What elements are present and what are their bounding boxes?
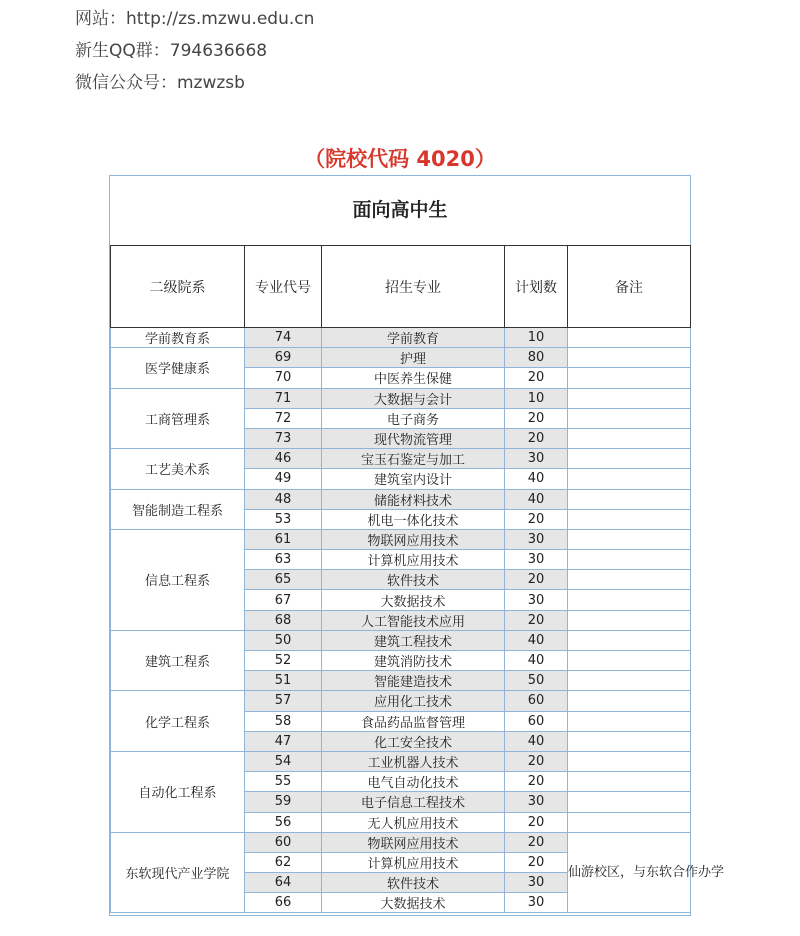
dept-cell: 信息工程系 [111, 529, 245, 630]
major-cell: 现代物流管理 [322, 428, 505, 448]
note-cell-empty [568, 812, 691, 832]
note-cell-empty [568, 509, 691, 529]
major-cell: 工业机器人技术 [322, 751, 505, 771]
major-cell: 物联网应用技术 [322, 832, 505, 852]
col-header-plan: 计划数 [505, 246, 568, 328]
note-cell-empty [568, 630, 691, 650]
note-cell-empty [568, 348, 691, 368]
code-cell: 63 [245, 550, 322, 570]
major-cell: 学前教育 [322, 328, 505, 348]
code-cell: 65 [245, 570, 322, 590]
wechat-line: 微信公众号：mzwzsb [75, 73, 245, 93]
dept-cell: 东软现代产业学院 [111, 832, 245, 913]
note-cell-empty [568, 529, 691, 549]
major-cell: 大数据技术 [322, 893, 505, 913]
col-header-major: 招生专业 [322, 246, 505, 328]
note-cell: 仙游校区，与东软合作办学 [568, 832, 691, 913]
plan-cell: 10 [505, 388, 568, 408]
major-cell: 机电一体化技术 [322, 509, 505, 529]
plan-cell: 30 [505, 893, 568, 913]
school-code-title: （院校代码 4020） [304, 147, 496, 171]
note-cell-empty [568, 711, 691, 731]
code-cell: 53 [245, 509, 322, 529]
col-header-code: 专业代号 [245, 246, 322, 328]
plan-cell: 80 [505, 348, 568, 368]
note-cell-empty [568, 408, 691, 428]
note-cell-empty [568, 570, 691, 590]
note-cell-empty [568, 590, 691, 610]
major-cell: 计算机应用技术 [322, 852, 505, 872]
col-header-dept: 二级院系 [111, 246, 245, 328]
enrollment-table-sheet [109, 175, 725, 916]
note-cell-empty [568, 610, 691, 630]
major-cell: 电子信息工程技术 [322, 792, 505, 812]
code-cell: 46 [245, 449, 322, 469]
note-cell-empty [568, 449, 691, 469]
plan-cell: 60 [505, 691, 568, 711]
code-cell: 58 [245, 711, 322, 731]
major-cell: 物联网应用技术 [322, 529, 505, 549]
major-cell: 储能材料技术 [322, 489, 505, 509]
major-cell: 软件技术 [322, 873, 505, 893]
major-cell: 软件技术 [322, 570, 505, 590]
code-cell: 60 [245, 832, 322, 852]
major-cell: 大数据与会计 [322, 388, 505, 408]
plan-cell: 50 [505, 671, 568, 691]
plan-cell: 30 [505, 873, 568, 893]
major-cell: 智能建造技术 [322, 671, 505, 691]
code-cell: 54 [245, 751, 322, 771]
code-cell: 73 [245, 428, 322, 448]
table-row [111, 489, 691, 509]
dept-cell: 医学健康系 [111, 348, 245, 388]
code-cell: 67 [245, 590, 322, 610]
code-cell: 68 [245, 610, 322, 630]
col-header-note: 备注 [568, 246, 691, 328]
major-cell: 建筑消防技术 [322, 651, 505, 671]
note-cell-empty [568, 328, 691, 348]
major-cell: 宝玉石鉴定与加工 [322, 449, 505, 469]
major-cell: 无人机应用技术 [322, 812, 505, 832]
major-cell: 护理 [322, 348, 505, 368]
code-cell: 70 [245, 368, 322, 388]
plan-cell: 20 [505, 751, 568, 771]
plan-cell: 20 [505, 772, 568, 792]
dept-cell: 建筑工程系 [111, 630, 245, 691]
major-cell: 建筑室内设计 [322, 469, 505, 489]
note-cell-empty [568, 368, 691, 388]
website-line: 网站：http://zs.mzwu.edu.cn [75, 9, 315, 29]
plan-cell: 60 [505, 711, 568, 731]
major-cell: 化工安全技术 [322, 731, 505, 751]
note-cell-empty [568, 428, 691, 448]
code-cell: 71 [245, 388, 322, 408]
code-cell: 74 [245, 328, 322, 348]
note-cell-empty [568, 651, 691, 671]
major-cell: 电气自动化技术 [322, 772, 505, 792]
plan-cell: 30 [505, 550, 568, 570]
table-row [111, 751, 691, 771]
plan-cell: 20 [505, 832, 568, 852]
plan-cell: 40 [505, 469, 568, 489]
code-cell: 66 [245, 893, 322, 913]
plan-cell: 30 [505, 529, 568, 549]
plan-cell: 20 [505, 368, 568, 388]
note-cell-empty [568, 489, 691, 509]
dept-cell: 工商管理系 [111, 388, 245, 449]
note-cell-empty [568, 772, 691, 792]
dept-cell: 工艺美术系 [111, 449, 245, 489]
code-cell: 51 [245, 671, 322, 691]
note-cell-empty [568, 388, 691, 408]
note-cell-empty [568, 751, 691, 771]
code-cell: 48 [245, 489, 322, 509]
code-cell: 69 [245, 348, 322, 368]
major-cell: 中医养生保健 [322, 368, 505, 388]
major-cell: 人工智能技术应用 [322, 610, 505, 630]
plan-cell: 40 [505, 731, 568, 751]
major-cell: 大数据技术 [322, 590, 505, 610]
note-cell-empty [568, 469, 691, 489]
enrollment-table [110, 245, 725, 913]
major-cell: 应用化工技术 [322, 691, 505, 711]
code-cell: 61 [245, 529, 322, 549]
plan-cell: 20 [505, 610, 568, 630]
table-body [111, 328, 725, 913]
table-row [111, 328, 691, 348]
major-cell: 食品药品监督管理 [322, 711, 505, 731]
code-cell: 64 [245, 873, 322, 893]
table-row [111, 691, 691, 711]
plan-cell: 20 [505, 428, 568, 448]
code-cell: 72 [245, 408, 322, 428]
plan-cell: 20 [505, 812, 568, 832]
table-row [111, 388, 691, 408]
table-row [111, 348, 691, 368]
note-cell-empty [568, 691, 691, 711]
note-cell-empty [568, 550, 691, 570]
dept-cell: 化学工程系 [111, 691, 245, 752]
note-cell-empty [568, 792, 691, 812]
dept-cell: 学前教育系 [111, 328, 245, 348]
code-cell: 57 [245, 691, 322, 711]
code-cell: 49 [245, 469, 322, 489]
major-cell: 电子商务 [322, 408, 505, 428]
table-row [111, 449, 691, 469]
table-row [111, 529, 691, 549]
plan-cell: 20 [505, 852, 568, 872]
table-row [111, 630, 691, 650]
dept-cell: 自动化工程系 [111, 751, 245, 832]
plan-cell: 20 [505, 570, 568, 590]
plan-cell: 40 [505, 489, 568, 509]
table-title: 面向高中生 [352, 199, 448, 221]
code-cell: 56 [245, 812, 322, 832]
major-cell: 计算机应用技术 [322, 550, 505, 570]
qq-group-line: 新生QQ群：794636668 [75, 41, 268, 61]
plan-cell: 30 [505, 792, 568, 812]
plan-cell: 10 [505, 328, 568, 348]
code-cell: 50 [245, 630, 322, 650]
plan-cell: 30 [505, 449, 568, 469]
plan-cell: 40 [505, 651, 568, 671]
code-cell: 59 [245, 792, 322, 812]
note-cell-empty [568, 671, 691, 691]
plan-cell: 20 [505, 408, 568, 428]
plan-cell: 20 [505, 509, 568, 529]
plan-cell: 30 [505, 590, 568, 610]
table-row [111, 832, 691, 852]
code-cell: 55 [245, 772, 322, 792]
code-cell: 47 [245, 731, 322, 751]
plan-cell: 40 [505, 630, 568, 650]
code-cell: 52 [245, 651, 322, 671]
note-cell-empty [568, 731, 691, 751]
code-cell: 62 [245, 852, 322, 872]
table-header-row [111, 246, 691, 328]
dept-cell: 智能制造工程系 [111, 489, 245, 529]
major-cell: 建筑工程技术 [322, 630, 505, 650]
